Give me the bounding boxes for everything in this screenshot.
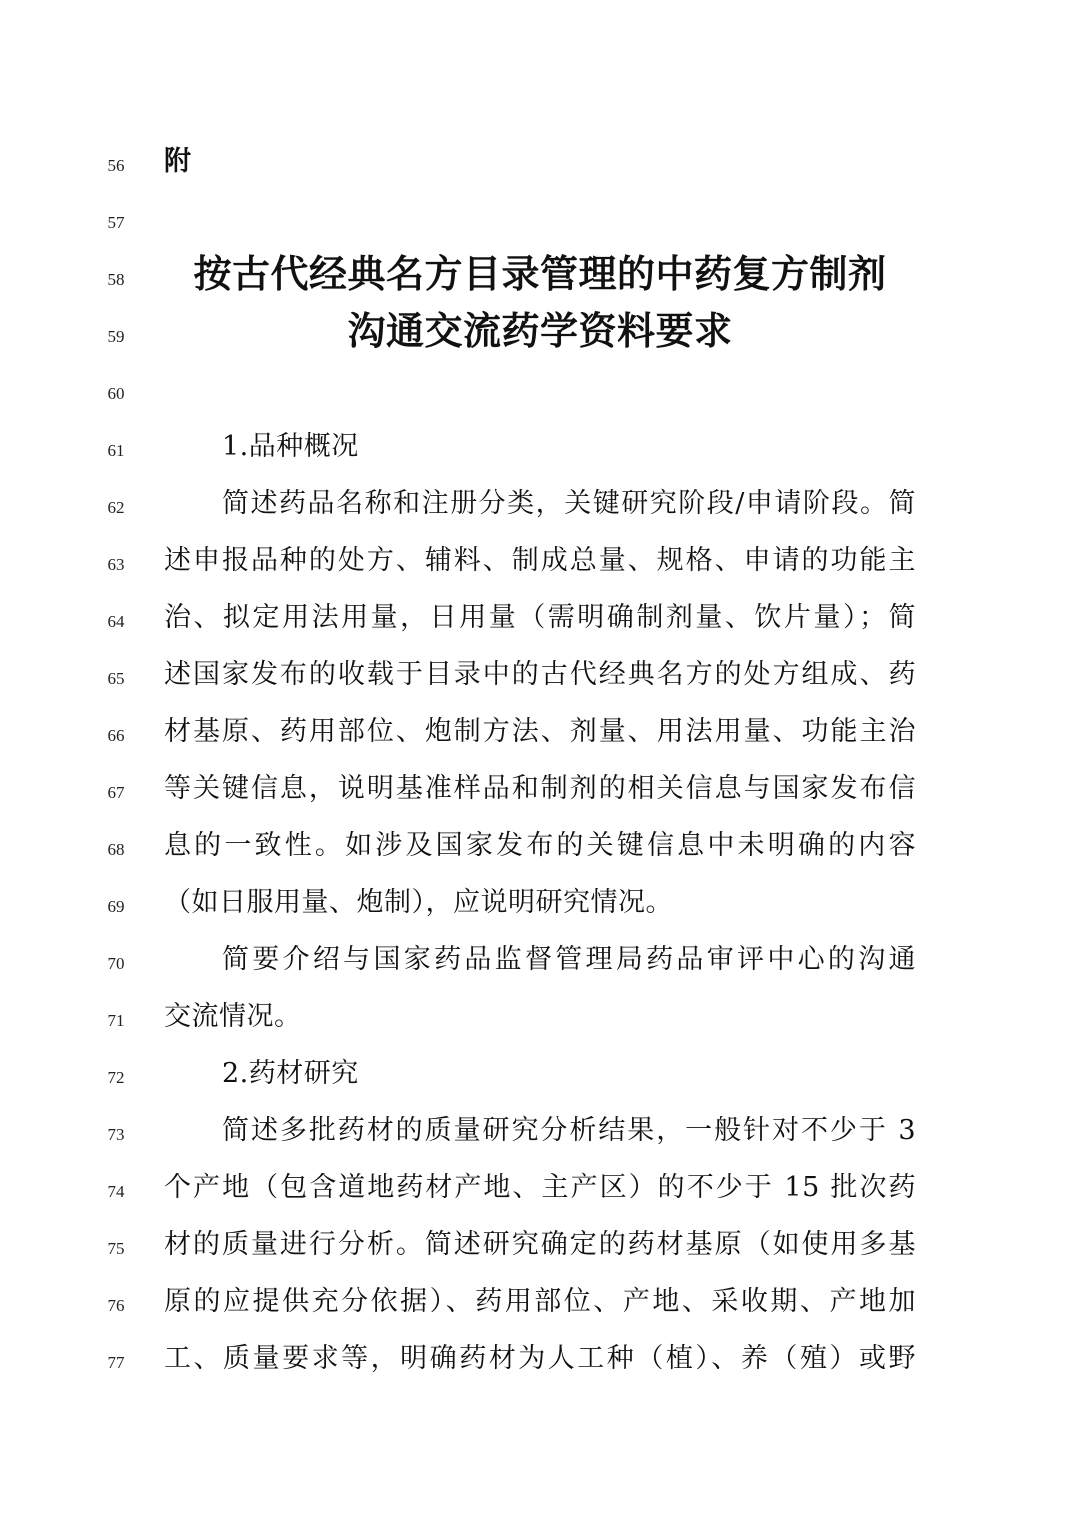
line-number: 59 [107, 327, 125, 346]
attachment-label: 附 [164, 146, 192, 177]
document-line [0, 993, 1080, 1049]
body-text: 等关键信息，说明基准样品和制剂的相关信息与国家发布信 [164, 773, 916, 804]
body-text: 工、质量要求等，明确药材为人工种（植）、养（殖）或野 [164, 1343, 916, 1374]
document-line [0, 822, 1080, 878]
document-line [0, 1107, 1080, 1163]
document-line [0, 423, 1080, 479]
document-line [0, 594, 1080, 650]
document-line [0, 1221, 1080, 1277]
document-line [0, 138, 1080, 194]
line-number: 56 [107, 156, 125, 175]
body-text: （如日服用量、炮制），应说明研究情况。 [164, 887, 673, 918]
body-text: 个产地（包含道地药材产地、主产区）的不少于 15 批次药 [164, 1172, 916, 1203]
document-line [0, 1050, 1080, 1106]
line-number: 58 [107, 270, 125, 289]
section-heading-2: 2.药材研究 [222, 1058, 359, 1089]
document-line [0, 708, 1080, 764]
line-number: 72 [107, 1068, 125, 1087]
document-line [0, 309, 1080, 365]
body-text: 简述药品名称和注册分类，关键研究阶段/申请阶段。简 [222, 488, 916, 519]
line-number: 62 [107, 498, 125, 517]
line-number: 57 [107, 213, 125, 232]
line-number: 64 [107, 612, 125, 631]
document-line [0, 651, 1080, 707]
line-number: 67 [107, 783, 125, 802]
line-number: 63 [107, 555, 125, 574]
body-text: 简要介绍与国家药品监督管理局药品审评中心的沟通 [222, 944, 916, 975]
line-number: 77 [107, 1353, 125, 1372]
line-number: 76 [107, 1296, 125, 1315]
document-line [0, 936, 1080, 992]
body-text: 息的一致性。如涉及国家发布的关键信息中未明确的内容 [164, 830, 916, 861]
body-text: 简述多批药材的质量研究分析结果，一般针对不少于 3 [222, 1115, 916, 1146]
line-number: 66 [107, 726, 125, 745]
line-number: 74 [107, 1182, 125, 1201]
document-title-line-2: 沟通交流药学资料要求 [347, 309, 733, 353]
document-line [0, 1335, 1080, 1391]
line-number: 61 [107, 441, 125, 460]
line-number: 60 [107, 384, 125, 403]
line-number: 71 [107, 1011, 125, 1030]
body-text: 材基原、药用部位、炮制方法、剂量、用法用量、功能主治 [164, 716, 916, 747]
document-line [0, 879, 1080, 935]
line-number: 65 [107, 669, 125, 688]
body-text: 治、拟定用法用量，日用量（需明确制剂量、饮片量）；简 [164, 602, 916, 633]
body-text: 原的应提供充分依据）、药用部位、产地、采收期、产地加 [164, 1286, 916, 1317]
body-text: 交流情况。 [164, 1001, 302, 1032]
document-line [0, 252, 1080, 308]
line-number: 68 [107, 840, 125, 859]
document-line [0, 1164, 1080, 1220]
line-number: 73 [107, 1125, 125, 1144]
document-line [0, 195, 1080, 251]
document-line [0, 1278, 1080, 1334]
line-number: 70 [107, 954, 125, 973]
document-line [0, 480, 1080, 536]
document-line [0, 537, 1080, 593]
document-line [0, 765, 1080, 821]
line-number: 69 [107, 897, 125, 916]
body-text: 述申报品种的处方、辅料、制成总量、规格、申请的功能主 [164, 545, 916, 576]
section-heading-1: 1.品种概况 [222, 431, 359, 462]
document-title-line-1: 按古代经典名方目录管理的中药复方制剂 [193, 252, 887, 296]
body-text: 材的质量进行分析。简述研究确定的药材基原（如使用多基 [164, 1229, 916, 1260]
line-number: 75 [107, 1239, 125, 1258]
document-line [0, 366, 1080, 422]
body-text: 述国家发布的收载于目录中的古代经典名方的处方组成、药 [164, 659, 916, 690]
